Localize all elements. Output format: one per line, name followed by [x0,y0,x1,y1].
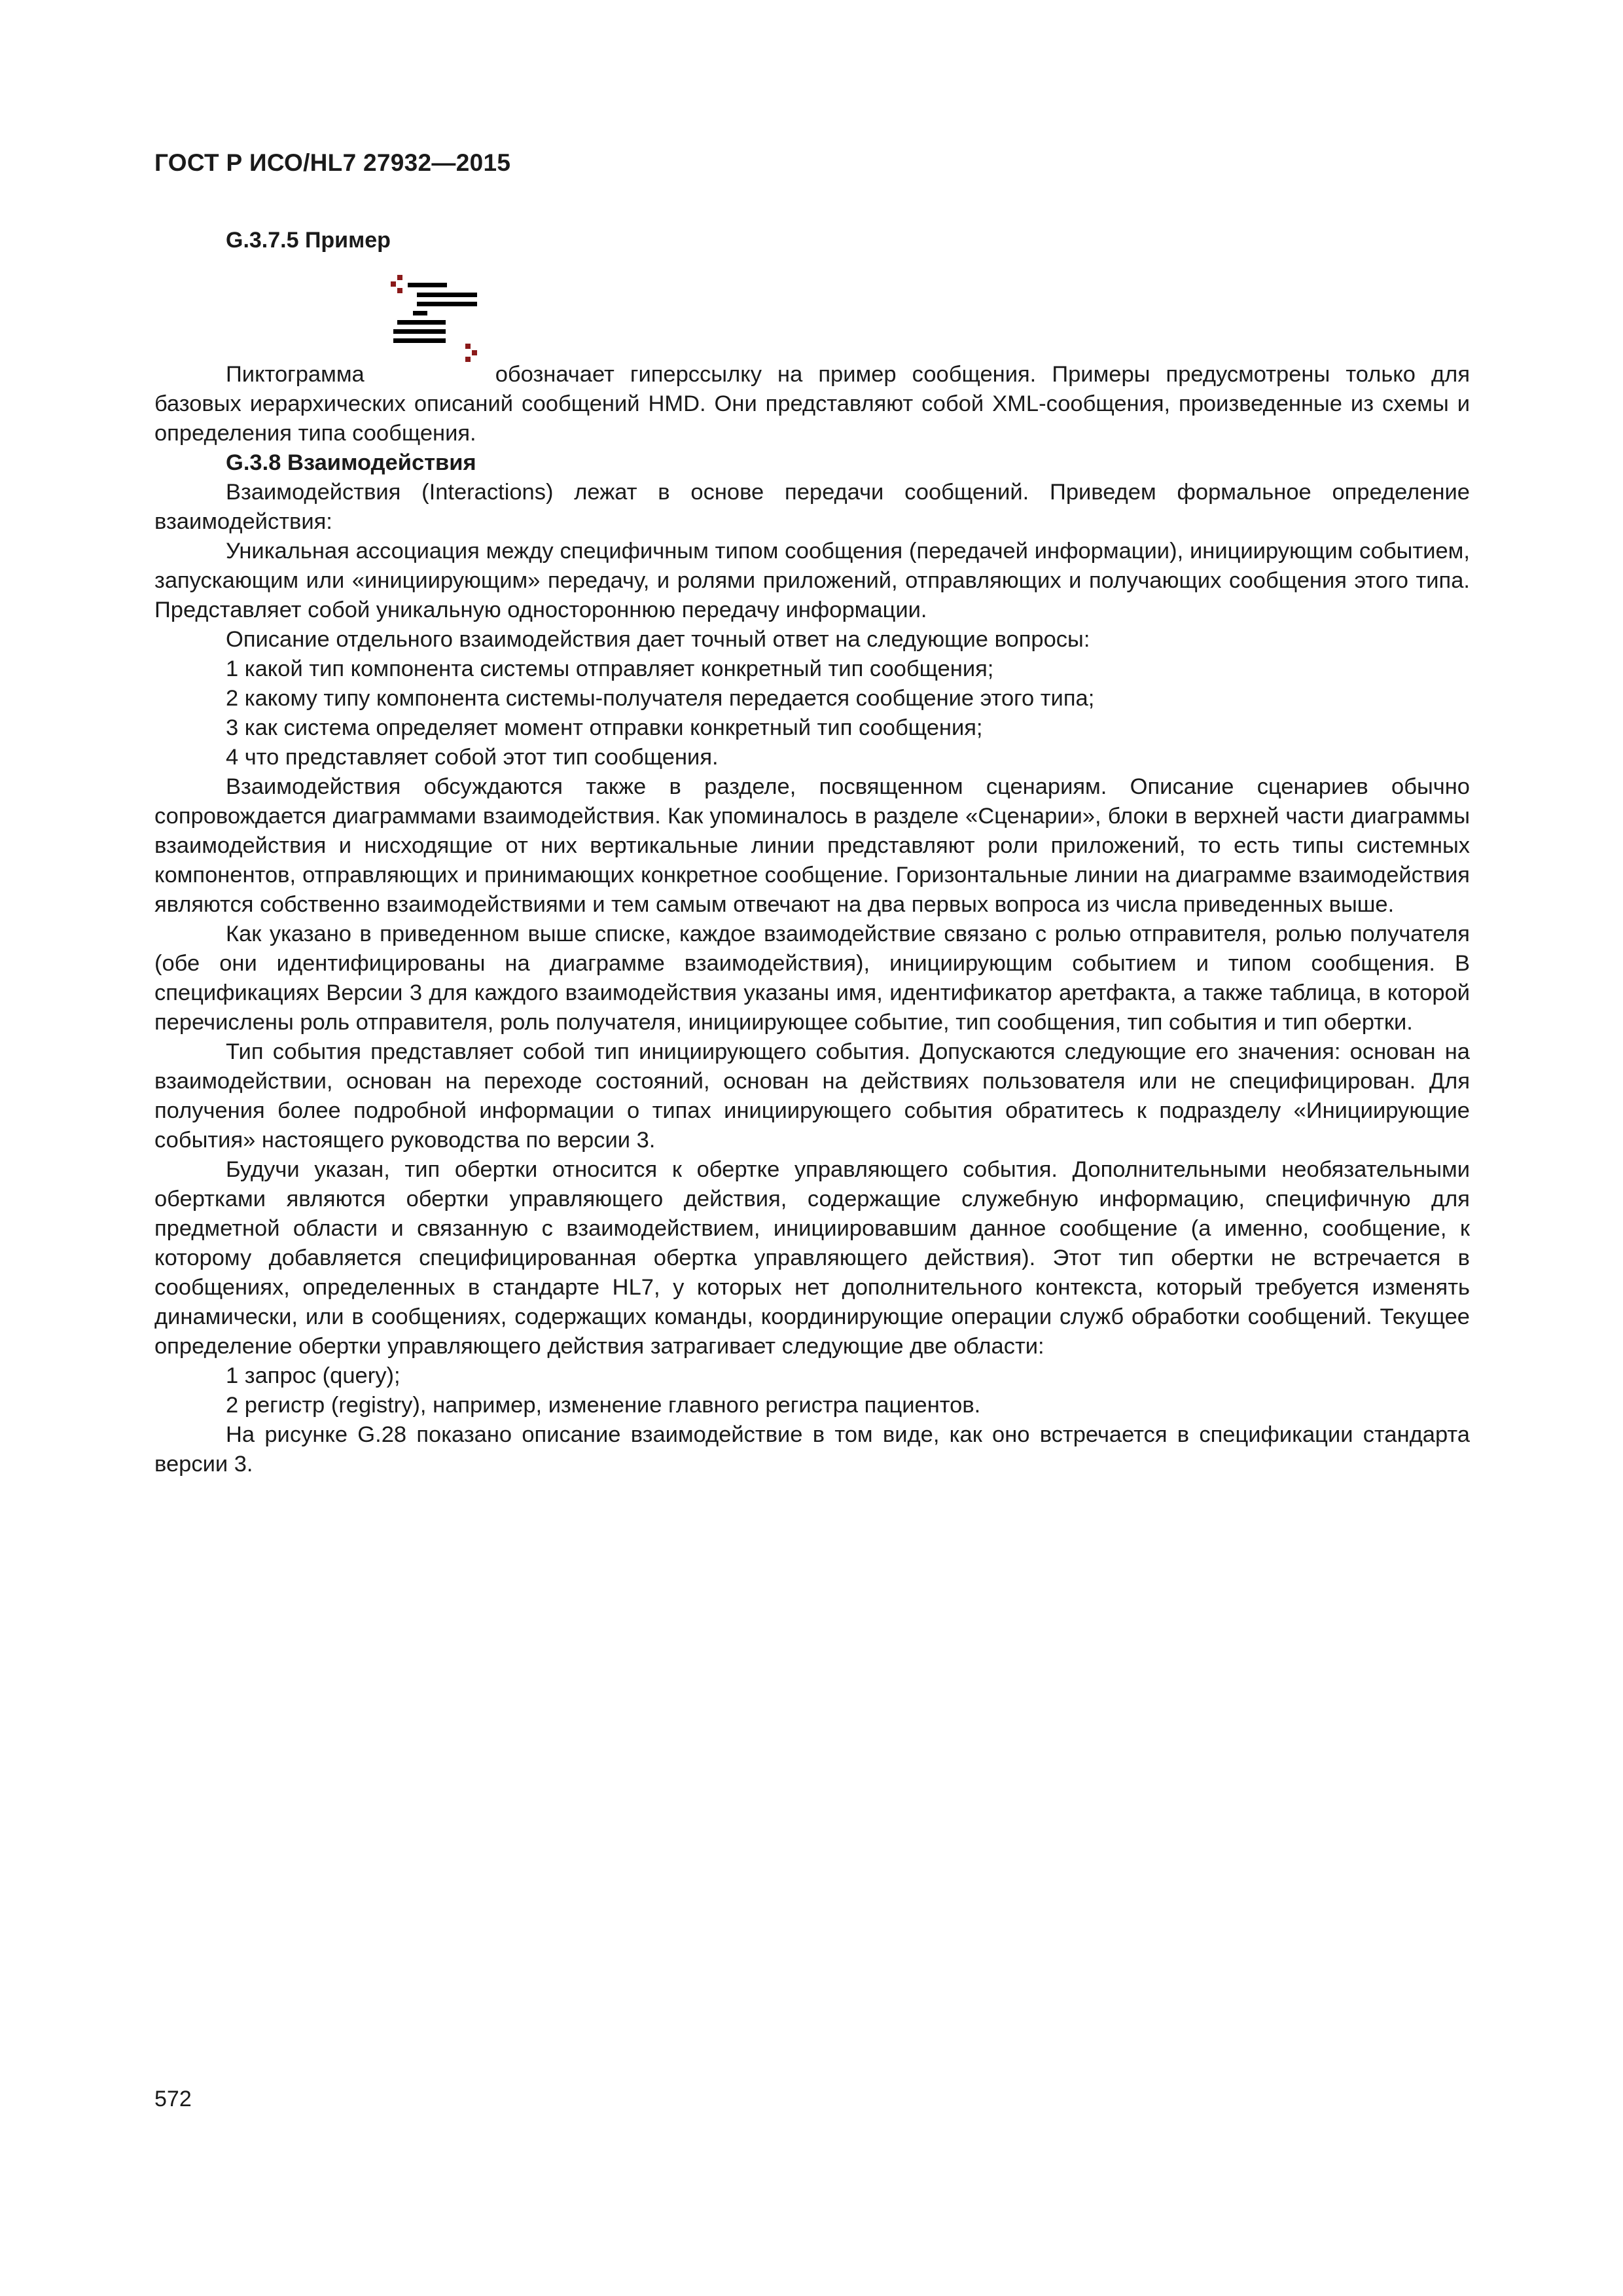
paragraph: Взаимодействия (Interactions) лежат в основе передачи сообщений. Приведем формальное определение взаимодействия: [154,480,1470,534]
paragraph: На рисунке G.28 показано описание взаимодействие в том виде, как оно встречается в спецификации стандарта версии 3. [154,1422,1470,1477]
list-item: 2 какому типу компонента системы-получателя передается сообщение этого типа; [226,686,1095,711]
document-body [154,360,1470,1479]
paragraph: Будучи указан, тип обертки относится к обертке управляющего события. Дополнительными необязательными обертками являются обертки управляющего действия, содержащие служебную информацию, специфичную для предметной области и связанную с взаимодействием, инициировавшим данное сообщение (а именно, сообщение, к которому добавляется специфицированная обертка управляющего действия). Этот тип обертки не встречается в сообщениях, определенных в стандарте HL7, у которых нет дополнительного контекста, который требуется изменять динамически, или в сообщениях, содержащих команды, координирующие операции служб обработки сообщений. Текущее определение обертки управляющего действия затрагивает следующие две области: [154,1157,1470,1359]
paragraph: Взаимодействия обсуждаются также в разделе, посвященном сценариям. Описание сценариев обычно сопровождается диаграммами взаимодействия. Как упоминалось в разделе «Сценарии», блоки в верхней части диаграммы взаимодействия и нисходящие от них вертикальные линии представляют роли приложений, то есть типы системных компонентов, отправляющих и принимающих конкретное сообщение. Горизонтальные линии на диаграмме взаимодействия являются собственно взаимодействиями и тем самым отвечают на два первых вопроса из числа приведенных выше. [154,774,1470,917]
paragraph: Тип события представляет собой тип инициирующего события. Допускаются следующие его значения: основан на взаимодействии, основан на переходе состояний, основан на действиях пользователя или не специфицирован. Для получения более подробной информации о типах инициирующего события обратитесь к подразделу «Инициирующие события» настоящего руководства по версии 3. [154,1039,1470,1153]
paragraph-pictogram-rest: обозначает гиперссылку на пример сообщения. Примеры предусмотрены только для базовых иерархических описаний сообщений HMD. Они представляют собой XML-сообщения, произведенные из схемы и определения типа сообщения. [154,362,1470,446]
paragraph: Описание отдельного взаимодействия дает точный ответ на следующие вопросы: [226,627,1090,652]
text-lines [393,283,477,343]
left-chevron-dots [391,275,402,293]
paragraph-pictogram-lead: Пиктограмма [226,362,365,387]
list-item: 1 какой тип компонента системы отправляет конкретный тип сообщения; [226,656,994,681]
paragraph: Как указано в приведенном выше списке, каждое взаимодействие связано с ролью отправителя, ролью получателя (обе они идентифицированы на диаграмме взаимодействия), инициирующим событием и типом сообщения. В спецификациях Версии 3 для каждого взаимодействия указаны имя, идентификатор аретфакта, а также таблица, в которой перечислены роль отправителя, роль получателя, инициирующее событие, тип сообщения, тип события и тип обертки. [154,922,1470,1035]
list-item: 3 как система определяет момент отправки конкретный тип сообщения; [226,715,983,740]
section-heading-interactions: G.3.8 Взаимодействия [226,450,476,475]
document-header: ГОСТ Р ИСО/HL7 27932—2015 [154,149,511,176]
list-item: 2 регистр (registry), например, изменение главного регистра пациентов. [226,1393,981,1418]
section-heading-example: G.3.7.5 Пример [226,228,391,253]
right-chevron-dots [465,344,477,362]
list-item: 4 что представляет собой этот тип сообщения. [226,745,719,770]
page-number: 572 [154,2087,192,2111]
paragraph: Уникальная ассоциация между специфичным типом сообщения (передачей информации), инициирующим событием, запускающим или «инициирующим» передачу, и ролями приложений, отправляющих и получающих сообщения этого типа. Представляет собой уникальную одностороннюю передачу информации. [154,539,1470,622]
list-item: 1 запрос (query); [226,1363,401,1388]
paragraph-pictogram [154,360,1470,448]
